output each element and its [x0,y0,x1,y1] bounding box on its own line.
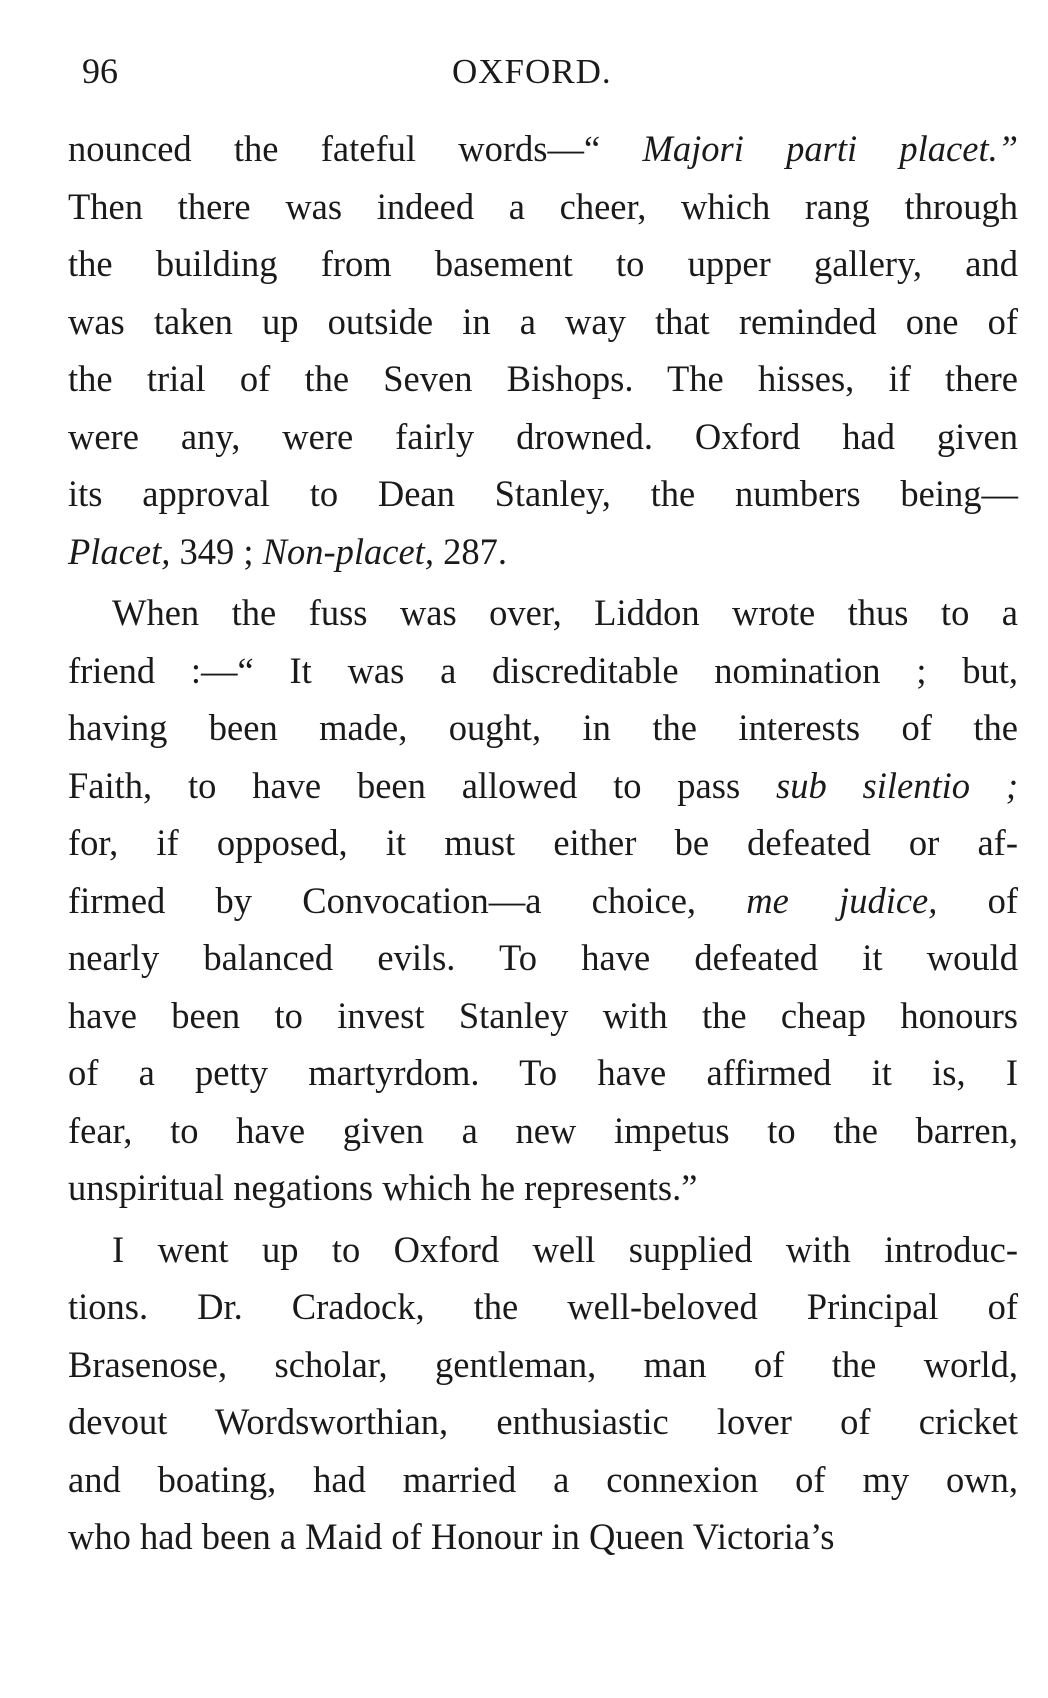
text-segment: Brasenose, scholar, gentleman, man of the world, [68,1343,1018,1385]
text-segment: the trial of the Seven Bishops. The hisses, if there [68,358,1018,399]
text-segment: friend :—“ It was a discreditable nomination ; but, [68,649,1018,691]
page-number: 96 [82,51,118,91]
text-line [68,178,1018,236]
text-segment: the building from basement to upper gallery, and [68,243,1018,284]
text-line [68,1044,1018,1102]
text-segment: of [937,879,1019,921]
text-line [68,293,1018,351]
italic-segment: Majori parti placet.” [642,128,1019,169]
text-line [68,120,1018,178]
text-line [68,814,1018,872]
text-segment: Then there was indeed a cheer, which rang through [68,185,1018,227]
text-line [68,1336,1018,1394]
text-segment: having been made, ought, in the interests of the [68,707,1018,748]
text-segment: was taken up outside in a way that reminded one of [68,300,1018,342]
page-header [82,50,988,100]
text-line [68,1508,1018,1566]
text-segment: have been to invest Stanley with the cheap honours [68,994,1018,1036]
text-line [68,1102,1018,1160]
italic-segment: Placet, [68,530,171,572]
text-line [68,1278,1018,1336]
text-line [68,584,1018,642]
text-line [68,350,1018,408]
running-title: OXFORD. [452,52,612,91]
text-segment: devout Wordsworthian, enthusiastic lover of cricket [68,1401,1018,1442]
text-segment: tions. Dr. Cradock, the well-beloved Principal of [68,1286,1018,1327]
text-segment: and boating, had married a connexion of my own, [68,1458,1018,1500]
text-line [68,699,1018,757]
italic-segment: me judice, [746,879,938,921]
paragraph [68,1221,1018,1566]
text-line [68,872,1018,930]
text-line [68,465,1018,523]
text-line [68,987,1018,1045]
text-segment: its approval to Dean Stanley, the numbers being— [68,473,1018,514]
text-line [68,235,1018,293]
text-segment: I went up to Oxford well supplied with introduc- [112,1228,1018,1270]
text-segment: 287. [433,530,507,572]
text-line [68,1393,1018,1451]
italic-segment: Non-placet, [262,530,434,572]
text-segment: Faith, to have been allowed to pass [68,764,776,806]
text-segment: who had been a Maid of Honour in Queen Victoria’s [68,1516,835,1557]
text-segment: fear, to have given a new impetus to the barren, [68,1109,1018,1151]
body-text [68,120,1018,1570]
paragraph [68,120,1018,580]
text-line [68,1159,1018,1217]
text-segment: firmed by Convocation—a choice, [68,879,747,921]
italic-segment: sub silentio ; [776,764,1018,806]
text-segment: unspiritual negations which he represents.” [68,1167,698,1208]
text-line [68,929,1018,987]
text-segment: of a petty martyrdom. To have affirmed it is, I [68,1052,1018,1093]
text-line [68,1221,1018,1279]
text-segment: were any, were fairly drowned. Oxford had given [68,415,1018,457]
text-line [68,1451,1018,1509]
text-segment: When the fuss was over, Liddon wrote thus to a [112,592,1018,633]
text-line [68,523,1018,581]
text-line [68,408,1018,466]
text-segment: nounced the fateful words—“ [68,128,643,169]
paragraph [68,584,1018,1217]
text-line [68,642,1018,700]
text-segment: nearly balanced evils. To have defeated it would [68,937,1018,978]
text-segment: 349 ; [170,530,263,572]
text-segment: for, if opposed, it must either be defeated or af- [68,822,1018,863]
text-line [68,757,1018,815]
